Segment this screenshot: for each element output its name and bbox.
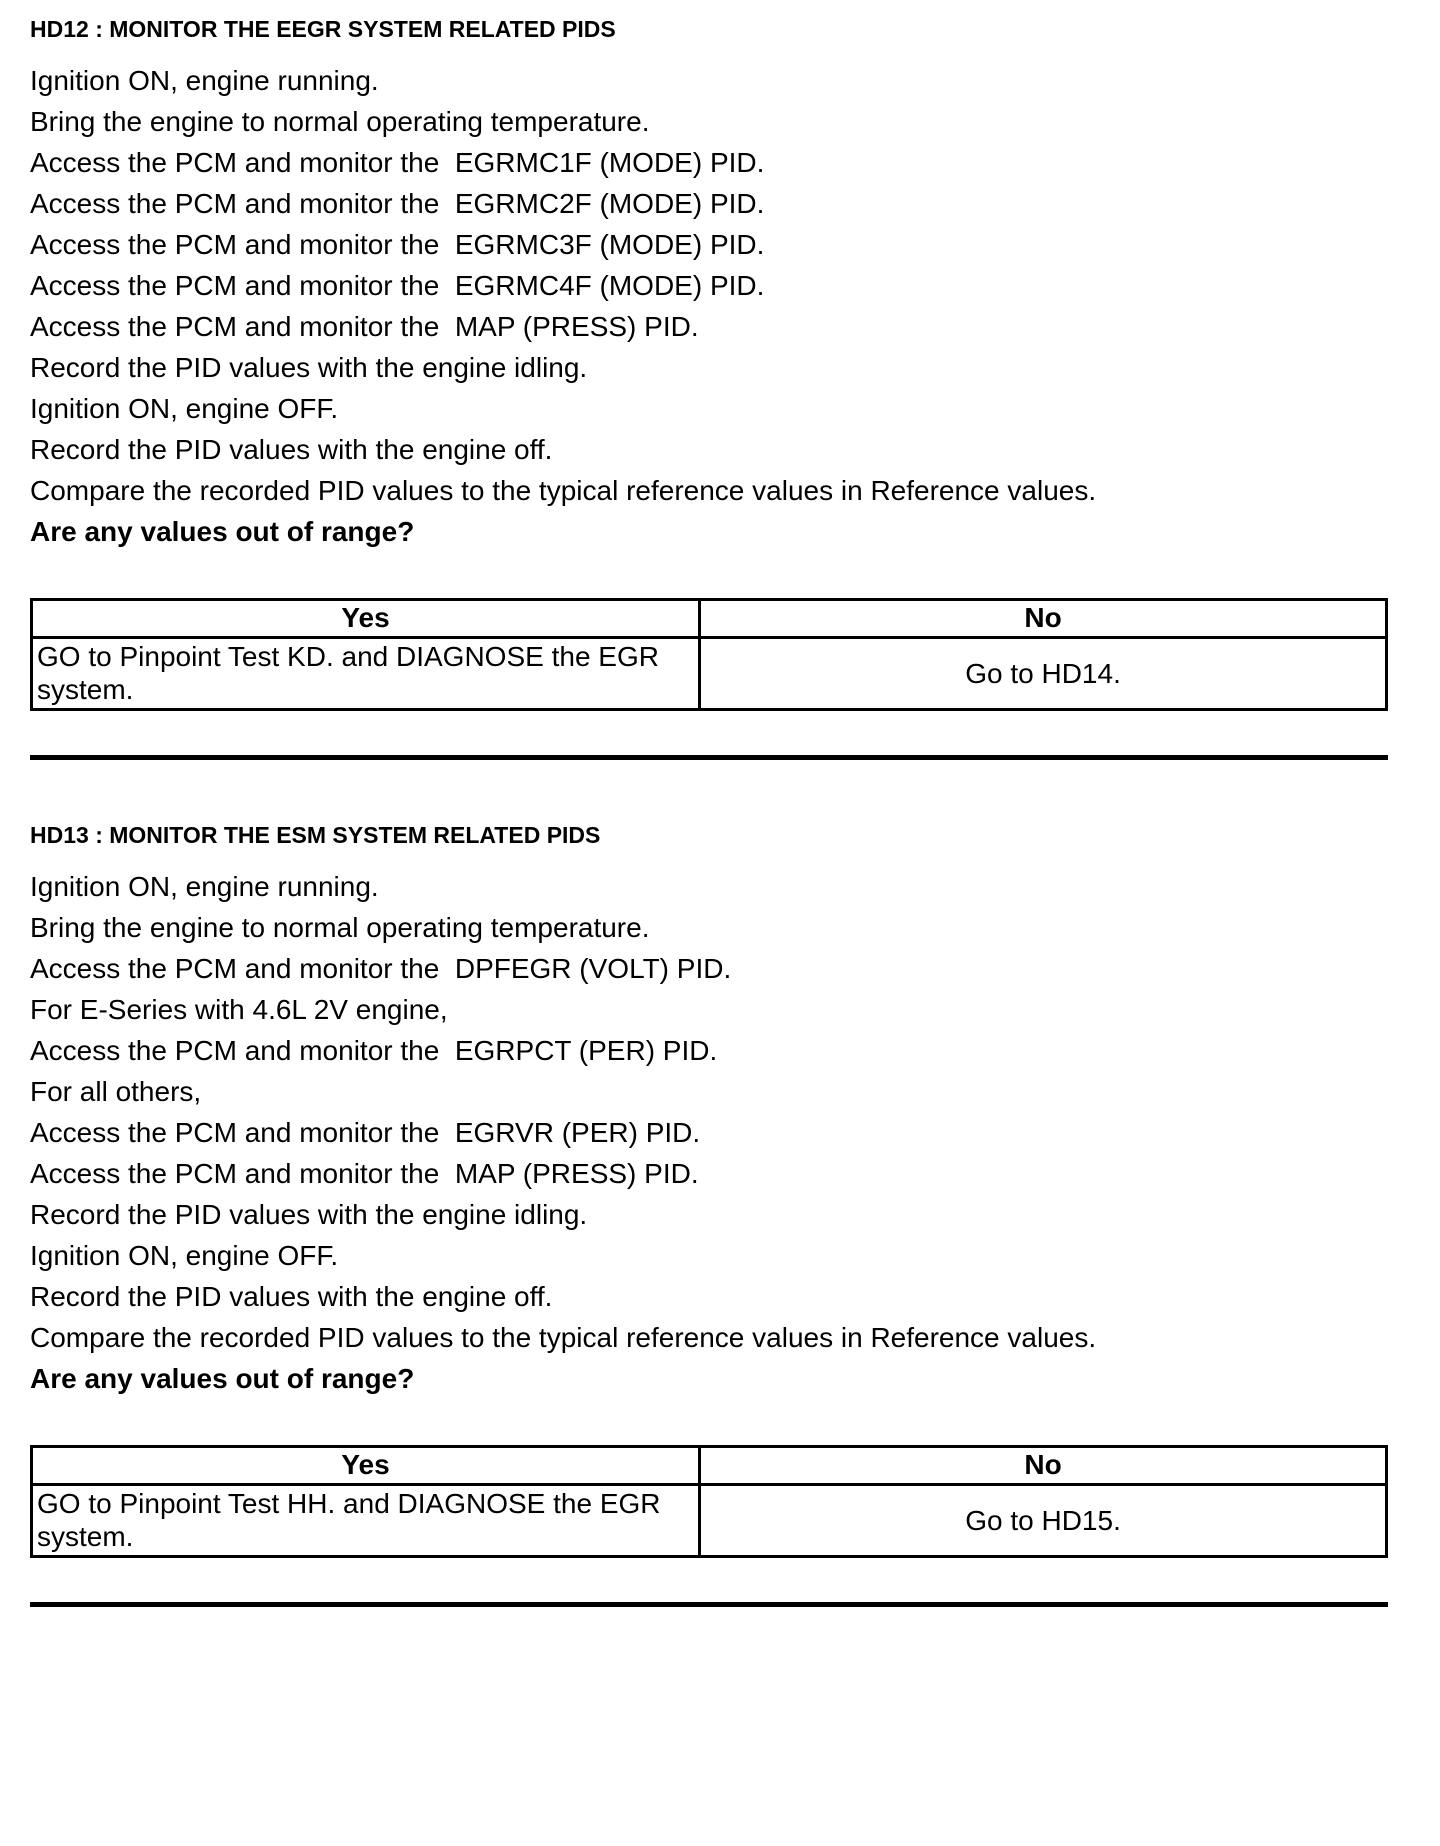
yes-column-header: Yes [32, 1447, 700, 1485]
procedure-step: Access the PCM and monitor the DPFEGR (VOLT) PID. [30, 953, 732, 984]
procedure-step: For all others, [30, 1076, 202, 1107]
procedure-step: Access the PCM and monitor the MAP (PRESS) PID. [30, 311, 699, 342]
procedure-step: Access the PCM and monitor the EGRMC4F (MODE) PID. [30, 270, 765, 301]
yes-column-header: Yes [32, 600, 700, 638]
procedure-step: Compare the recorded PID values to the typical reference values in Reference values. [30, 475, 1097, 506]
procedure-step: Ignition ON, engine OFF. [30, 393, 339, 424]
procedure-step: Access the PCM and monitor the EGRVR (PER) PID. [30, 1117, 701, 1148]
decision-table-action-row [32, 1485, 1387, 1557]
section-hd13-heading: HD13 : MONITOR THE ESM SYSTEM RELATED PIDS [30, 822, 601, 848]
no-column-header: No [700, 600, 1387, 638]
no-column-header: No [700, 1447, 1387, 1485]
procedure-step: Access the PCM and monitor the MAP (PRESS) PID. [30, 1158, 699, 1189]
procedure-step: Record the PID values with the engine idling. [30, 1199, 588, 1230]
procedure-step: Access the PCM and monitor the EGRMC1F (MODE) PID. [30, 147, 765, 178]
procedure-step: Access the PCM and monitor the EGRPCT (PER) PID. [30, 1035, 718, 1066]
procedure-step: Access the PCM and monitor the EGRMC3F (MODE) PID. [30, 229, 765, 260]
no-action-cell: Go to HD15. [700, 1485, 1387, 1557]
decision-question: Are any values out of range? [30, 1363, 415, 1394]
procedure-step: Record the PID values with the engine idling. [30, 352, 588, 383]
no-action-cell: Go to HD14. [700, 638, 1387, 710]
section-hd12-steps [30, 60, 1388, 552]
procedure-step: Record the PID values with the engine off. [30, 434, 553, 465]
decision-question: Are any values out of range? [30, 516, 415, 547]
procedure-step: Record the PID values with the engine off. [30, 1281, 553, 1312]
procedure-step: Bring the engine to normal operating temperature. [30, 106, 650, 137]
section-hd12 [30, 16, 1388, 711]
procedure-step: Bring the engine to normal operating temperature. [30, 912, 650, 943]
decision-table-header-row [32, 600, 1387, 638]
yes-action-cell: GO to Pinpoint Test HH. and DIAGNOSE the EGR system. [32, 1485, 700, 1557]
decision-table-hd13 [30, 1445, 1388, 1558]
procedure-step: For E-Series with 4.6L 2V engine, [30, 994, 448, 1025]
decision-table-hd12 [30, 598, 1388, 711]
yes-action-cell: GO to Pinpoint Test KD. and DIAGNOSE the EGR system. [32, 638, 700, 710]
section-hd13 [30, 822, 1388, 1558]
procedure-step: Ignition ON, engine OFF. [30, 1240, 339, 1271]
decision-table-header-row [32, 1447, 1387, 1485]
section-divider [30, 755, 1388, 760]
procedure-step: Ignition ON, engine running. [30, 871, 379, 902]
procedure-step: Ignition ON, engine running. [30, 65, 379, 96]
section-hd12-heading: HD12 : MONITOR THE EEGR SYSTEM RELATED PIDS [30, 16, 616, 42]
procedure-step: Access the PCM and monitor the EGRMC2F (MODE) PID. [30, 188, 765, 219]
section-hd13-steps [30, 866, 1388, 1399]
page-bottom-divider [30, 1602, 1388, 1607]
procedure-step: Compare the recorded PID values to the typical reference values in Reference values. [30, 1322, 1097, 1353]
decision-table-action-row [32, 638, 1387, 710]
